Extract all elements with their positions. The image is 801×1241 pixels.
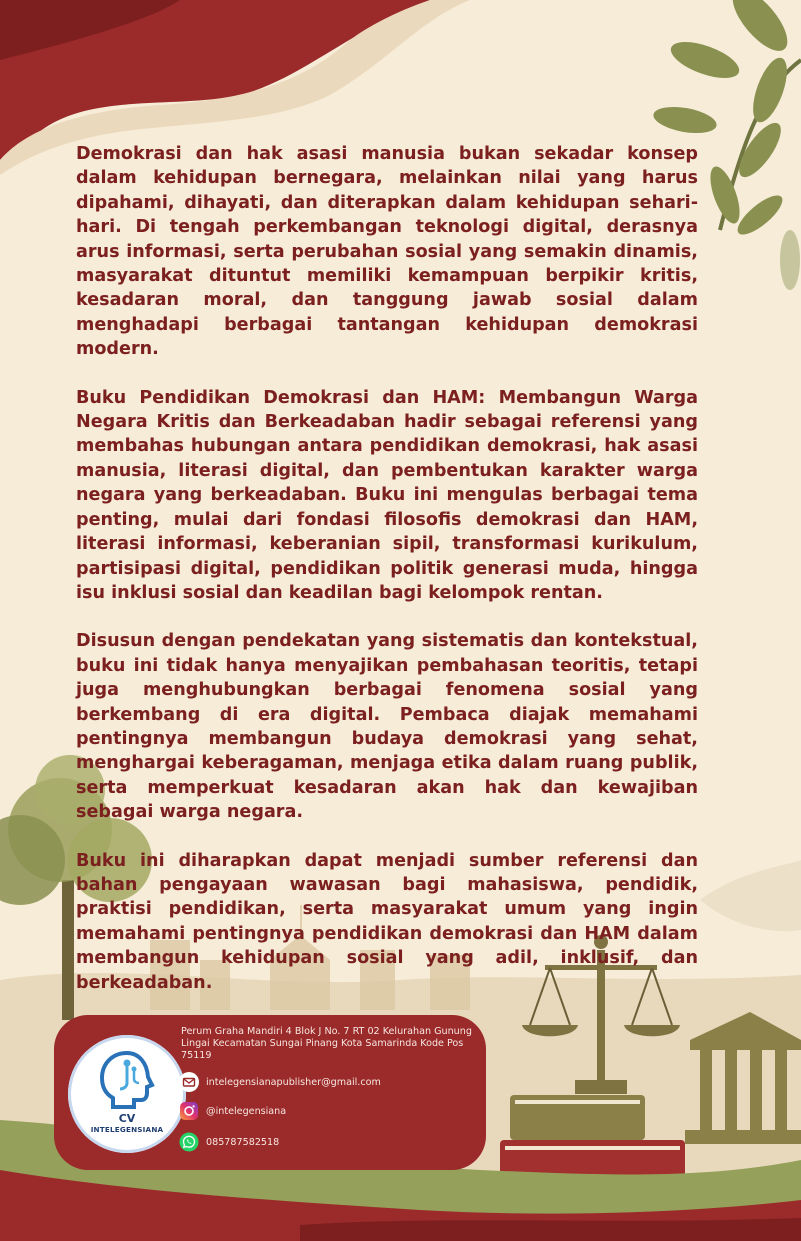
paragraph-2: Buku Pendidikan Demokrasi dan HAM: Membangun Warga Negara Kritis dan Berkeadaban hadir sebagai referensi yang membahas hubungan antara pendidikan demokrasi, hak asasi manusia, literasi digital, dan pembentukan karakter warga negara yang berkeadaban. Buku ini mengulas berbagai tema penting, mulai dari fondasi filosofis demokrasi dan HAM, literasi informasi, keberanian sipil, transformasi kurikulum, partisipasi digital, pendidikan politik generasi muda, hingga isu inklusi sosial dan keadilan bagi kelompok rentan. bbox=[76, 387, 698, 603]
instagram-icon bbox=[179, 1101, 199, 1121]
publisher-address: Perum Graha Mandiri 4 Blok J No. 7 RT 02 Kelurahan Gunung Lingai Kecamatan Sungai Pinang Kota Samarinda Kode Pos 75119 bbox=[181, 1026, 472, 1061]
email-text[interactable]: intelegensianapublisher@gmail.com bbox=[206, 1076, 381, 1088]
phone-row bbox=[179, 1132, 279, 1152]
phone-text[interactable]: 085787582518 bbox=[206, 1136, 280, 1148]
head-circuit-logo-icon bbox=[96, 1049, 158, 1111]
instagram-text[interactable]: @intelegensiana bbox=[206, 1105, 287, 1117]
publisher-logo bbox=[68, 1035, 186, 1153]
email-row bbox=[179, 1072, 381, 1092]
paragraph-1: Demokrasi dan hak asasi manusia bukan sekadar konsep dalam kehidupan bernegara, melainkan nilai yang harus dipahami, dihayati, dan diterapkan dalam kehidupan sehari-hari. Di tengah perkembangan teknologi digital, derasnya arus informasi, serta perubahan sosial yang semakin dinamis, masyarakat dituntut memiliki kemampuan berpikir kritis, kesadaran moral, dan tanggung jawab sosial dalam menghadapi berbagai tantangan kehidupan demokrasi modern. bbox=[76, 144, 698, 360]
envelope-icon bbox=[179, 1072, 199, 1092]
logo-cv-text: CV bbox=[118, 1112, 136, 1125]
logo-name-text: INTELEGENSIANA bbox=[90, 1125, 164, 1134]
whatsapp-icon bbox=[179, 1132, 199, 1152]
instagram-row bbox=[179, 1101, 286, 1121]
paragraph-3: Disusun dengan pendekatan yang sistematis dan kontekstual, buku ini tidak hanya menyajikan pembahasan teoritis, tetapi juga menghubungkan berbagai fenomena sosial yang berkembang di era digital. Pembaca diajak memahami pentingnya membangun budaya demokrasi yang sehat, menghargai keberagaman, menjaga etika dalam ruang publik, serta memperkuat kesadaran akan hak dan kewajiban sebagai warga negara. bbox=[76, 631, 698, 823]
publisher-card bbox=[54, 1015, 486, 1170]
synopsis-text bbox=[76, 142, 698, 1019]
paragraph-4: Buku ini diharapkan dapat menjadi sumber referensi dan bahan pengayaan wawasan bagi mahasiswa, pendidik, praktisi pendidikan, serta masyarakat umum yang ingin memahami pentingnya pendidikan demokrasi dan HAM dalam membangun kehidupan sosial yang adil, inklusif, dan berkeadaban. bbox=[76, 850, 698, 993]
